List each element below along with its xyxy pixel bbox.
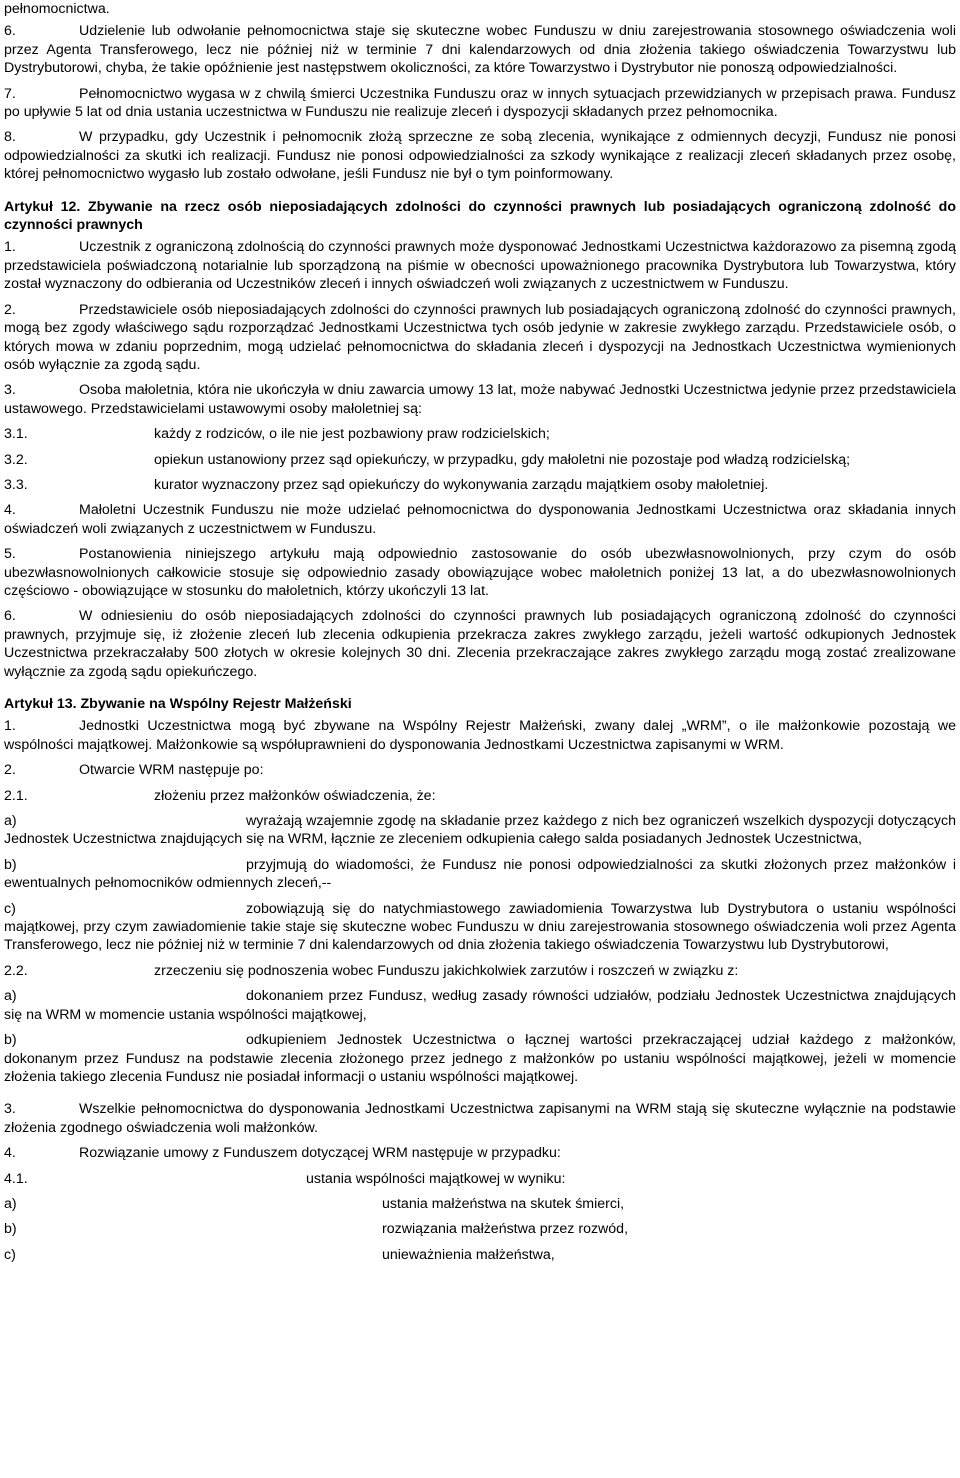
paragraph-number: 1. — [4, 718, 16, 735]
article-13-point-2 — [4, 761, 956, 779]
article-13-point-3 — [4, 1100, 956, 1137]
paragraph-letter: a) — [4, 813, 17, 830]
intro-tail-text: pełnomocnictwa. — [4, 1, 110, 17]
paragraph-text: Rozwiązanie umowy z Funduszem dotyczącej WRM następuje w przypadku: — [79, 1145, 561, 1162]
paragraph-letter: b) — [4, 1032, 17, 1049]
paragraph-text: ustania małżeństwa na skutek śmierci, — [382, 1195, 625, 1212]
article-12-point-5 — [4, 545, 956, 600]
article-12-point-4 — [4, 501, 956, 538]
paragraph-text: kurator wyznaczony przez sąd opiekuńczy do wykonywania zarządu majątkiem osoby małoletniej. — [154, 476, 769, 493]
paragraph-text: Wszelkie pełnomocnictwa do dysponowania Jednostkami Uczestnictwa zapisanymi na WRM stają się skuteczne wyłącznie na podstawie złożenia zgodnego oświadczenia woli małżonków. — [4, 1101, 956, 1136]
article-13-point-4-1-c — [4, 1246, 956, 1264]
paragraph-text: przyjmują do wiadomości, że Fundusz nie ponosi odpowiedzialności za skutki złożonych przez małżonków i ewentualnych pełnomocników odmiennych zleceń,-- — [4, 856, 956, 892]
article-12-point-2 — [4, 301, 956, 375]
article-13-point-2-1-a — [4, 812, 956, 849]
paragraph-number: 8. — [4, 129, 16, 146]
paragraph-text: dokonaniem przez Fundusz, według zasady równości udziałów, podziału Jednostek Uczestnictwa znajdujących się na WRM w momencie ustania wspólności majątkowej, — [4, 988, 956, 1023]
article-13-point-2-2-b — [4, 1031, 956, 1086]
paragraph-number: 4. — [4, 1145, 16, 1162]
paragraph-number: 6. — [4, 608, 16, 625]
paragraph-text: Osoba małoletnia, która nie ukończyła w dniu zawarcia umowy 13 lat, może nabywać Jednostki Uczestnictwa jedynie przez przedstawiciela ustawowego. Przedstawicielami ustawowymi osoby małoletniej są: — [4, 382, 956, 417]
paragraph-text: Otwarcie WRM następuje po: — [79, 762, 264, 779]
paragraph-text: opiekun ustanowiony przez sąd opiekuńczy, w przypadku, gdy małoletni nie pozostaje pod władzą rodzicielską; — [154, 451, 851, 468]
article-12-heading: Artykuł 12. Zbywanie na rzecz osób nieposiadających zdolności do czynności prawnych lub posiadających ograniczoną zdolność do czynności prawnych — [4, 198, 956, 234]
paragraph-text: zrzeczeniu się podnoszenia wobec Funduszu jakichkolwiek zarzutów i roszczeń w związku z: — [154, 962, 739, 979]
article-13-heading: Artykuł 13. Zbywanie na Wspólny Rejestr Małżeński — [4, 696, 352, 712]
paragraph-8 — [4, 128, 956, 183]
article-12-point-3 — [4, 381, 956, 418]
article-13-point-2-1-b — [4, 856, 956, 893]
paragraph-text: Małoletni Uczestnik Funduszu nie może udzielać pełnomocnictwa do dysponowania Jednostkami Uczestnictwa oraz składania innych oświadczeń woli związanych z uczestnictwem w Funduszu. — [4, 502, 956, 537]
paragraph-text: W przypadku, gdy Uczestnik i pełnomocnik złożą sprzeczne ze sobą zlecenia, wynikające z odmiennych decyzji, Fundusz nie ponosi odpowiedzialności za skutki ich realizacji. Fundusz nie ponosi odpowiedzialności za szkody wynikające z realizacji zleceń składanych przez osobę, której pełnomocnictwo wygasło lub zostało odwołane, jeśli Fundusz nie był o tym poinformowany. — [4, 129, 956, 183]
paragraph-number: 5. — [4, 546, 16, 563]
paragraph-number: 2. — [4, 301, 16, 318]
paragraph-text: rozwiązania małżeństwa przez rozwód, — [382, 1221, 629, 1238]
paragraph-text: Jednostki Uczestnictwa mogą być zbywane na Wspólny Rejestr Małżeński, zwany dalej „WRM”, o ile małżonkowie pozostają we wspólności majątkowej. Małżonkowie są współuprawnieni do dysponowania Jednostkami Uczestnictwa zapisanymi w WRM. — [4, 718, 956, 753]
article-12-point-6 — [4, 607, 956, 681]
paragraph-number: 3.3. — [4, 476, 28, 493]
article-13-point-1 — [4, 717, 956, 754]
paragraph-number: 2.2. — [4, 962, 28, 979]
article-13-point-2-1 — [4, 787, 956, 805]
paragraph-number: 3.1. — [4, 426, 28, 443]
paragraph-number: 4.1. — [4, 1170, 28, 1187]
paragraph-7 — [4, 85, 956, 122]
article-13-point-4 — [4, 1144, 956, 1162]
paragraph-number: 3. — [4, 1101, 16, 1118]
paragraph-number: 2.1. — [4, 787, 28, 804]
paragraph-letter: c) — [4, 900, 16, 917]
paragraph-letter: b) — [4, 1221, 17, 1238]
paragraph-text: W odniesieniu do osób nieposiadających zdolności do czynności prawnych lub posiadających ograniczoną zdolność do czynności prawnych, przyjmuje się, iż złożenie zleceń lub zlecenia odkupienia przekracza zakres zwykłego zarządu, jeżeli wartość odkupionych Jednostek Uczestnictwa przekraczałaby 500 złotych w okresie kolejnych 30 dni. Zlecenia przekraczające zakres zwykłego zarządu mogą zostać zrealizowane wyłącznie za zgodą sądu opiekuńczego. — [4, 608, 956, 680]
paragraph-text: Udzielenie lub odwołanie pełnomocnictwa staje się skuteczne wobec Funduszu w dniu zarejestrowania stosownego oświadczenia woli przez Agenta Transferowego, lecz nie później niż w terminie 7 dni kalendarzowych od dnia złożenia takiego oświadczenia Towarzystwu lub Dystrybutorowi, chyba, że takie opóźnienie jest następstwem okoliczności, za które Towarzystwo i Dystrybutor nie ponoszą odpowiedzialności. — [4, 23, 956, 77]
article-13-point-2-2-a — [4, 987, 956, 1024]
article-13-point-4-1-b — [4, 1220, 956, 1238]
article-12-point-3-2 — [4, 451, 956, 469]
article-13-point-4-1 — [4, 1170, 956, 1188]
article-13-point-2-2 — [4, 962, 956, 980]
paragraph-text: Przedstawiciele osób nieposiadających zdolności do czynności prawnych lub posiadających ograniczoną zdolność do czynności prawnych, mogą bez zgody właściwego sądu rozporządzać Jednostkami Uczestnictwa tych osób jedynie w zakresie zwykłego zarządu. Przedstawiciele osób, o których mowa w zdaniu poprzednim, mogą udzielać pełnomocnictwa do składania zleceń i dyspozycji na Jednostkach Uczestnictwa wymienionych osób wyłącznie za zgodą sądu. — [4, 301, 956, 373]
article-12-point-1 — [4, 238, 956, 293]
paragraph-letter: b) — [4, 856, 17, 873]
paragraph-text: wyrażają wzajemnie zgodę na składanie przez każdego z nich bez ograniczeń wszelkich dyspozycji dotyczących Jednostek Uczestnictwa znajdujących się na WRM, łącznie ze zleceniem odkupienia całego salda posiadanych Jednostek Uczestnictwa, — [4, 813, 956, 848]
article-13-point-4-1-a — [4, 1195, 956, 1213]
intro-tail — [4, 0, 956, 18]
paragraph-text: złożeniu przez małżonków oświadczenia, że: — [154, 787, 436, 804]
paragraph-number: 6. — [4, 23, 16, 40]
paragraph-number: 1. — [4, 239, 16, 256]
paragraph-number: 4. — [4, 502, 16, 519]
paragraph-number: 3.2. — [4, 451, 28, 468]
paragraph-6 — [4, 22, 956, 77]
paragraph-text: zobowiązują się do natychmiastowego zawiadomienia Towarzystwa lub Dystrybutora o ustaniu wspólności majątkowej, przy czym zawiadomienie takie staje się skuteczne wobec Funduszu w dniu zarejestrowania stosownego oświadczenia woli przez Agenta Transferowego, lecz nie później niż w terminie 7 dni kalendarzowych od dnia złożenia takiego oświadczenia Towarzystwu lub Dystrybutorowi, — [4, 900, 956, 954]
paragraph-text: odkupieniem Jednostek Uczestnictwa o łącznej wartości przekraczającej udział każdego z małżonków, dokonanym przez Fundusz na podstawie zlecenia złożonego przez jednego z małżonków po ustaniu wspólności majątkowej, jeżeli w momencie złożenia takiego zlecenia Fundusz nie posiadał informacji o ustaniu wspólności majątkowej. — [4, 1032, 956, 1085]
paragraph-number: 2. — [4, 762, 16, 779]
paragraph-letter: a) — [4, 988, 17, 1005]
paragraph-text: unieważnienia małżeństwa, — [382, 1246, 555, 1263]
article-12-point-3-1 — [4, 425, 956, 443]
paragraph-text: każdy z rodziców, o ile nie jest pozbawiony praw rodzicielskich; — [154, 426, 550, 443]
paragraph-number: 3. — [4, 382, 16, 399]
paragraph-letter: a) — [4, 1195, 17, 1212]
paragraph-text: Pełnomocnictwo wygasa w z chwilą śmierci Uczestnika Funduszu oraz w innych sytuacjach przewidzianych w przepisach prawa. Fundusz po upływie 5 lat od dnia ustania uczestnictwa w Funduszu nie realizuje zleceń i dyspozycji składanych przez pełnomocnika. — [4, 85, 956, 121]
paragraph-number: 7. — [4, 85, 16, 102]
paragraph-text: ustania wspólności majątkowej w wyniku: — [306, 1170, 566, 1187]
article-12-point-3-3 — [4, 476, 956, 494]
paragraph-text: Postanowienia niniejszego artykułu mają odpowiednio zastosowanie do osób ubezwłasnowolnionych, przy czym do osób ubezwłasnowolnionych całkowicie stosuje się odpowiednio zasady obowiązujące wobec małoletnich poniżej 13 lat, a do ubezwłasnowolnionych częściowo - obowiązujące w stosunku do małoletnich, którzy ukończyli 13 lat. — [4, 546, 956, 599]
article-13-point-2-1-c — [4, 900, 956, 955]
paragraph-letter: c) — [4, 1246, 16, 1263]
paragraph-text: Uczestnik z ograniczoną zdolnością do czynności prawnych może dysponować Jednostkami Uczestnictwa każdorazowo za pisemną zgodą przedstawiciela poświadczoną notarialnie lub sporządzoną na piśmie w obecności upoważnionego pracownika Dystrybutora lub Towarzystwa, który został wyznaczony do odbierania od Uczestników zleceń i innych oświadczeń woli związanych z uczestnictwem w Funduszu. — [4, 239, 956, 293]
